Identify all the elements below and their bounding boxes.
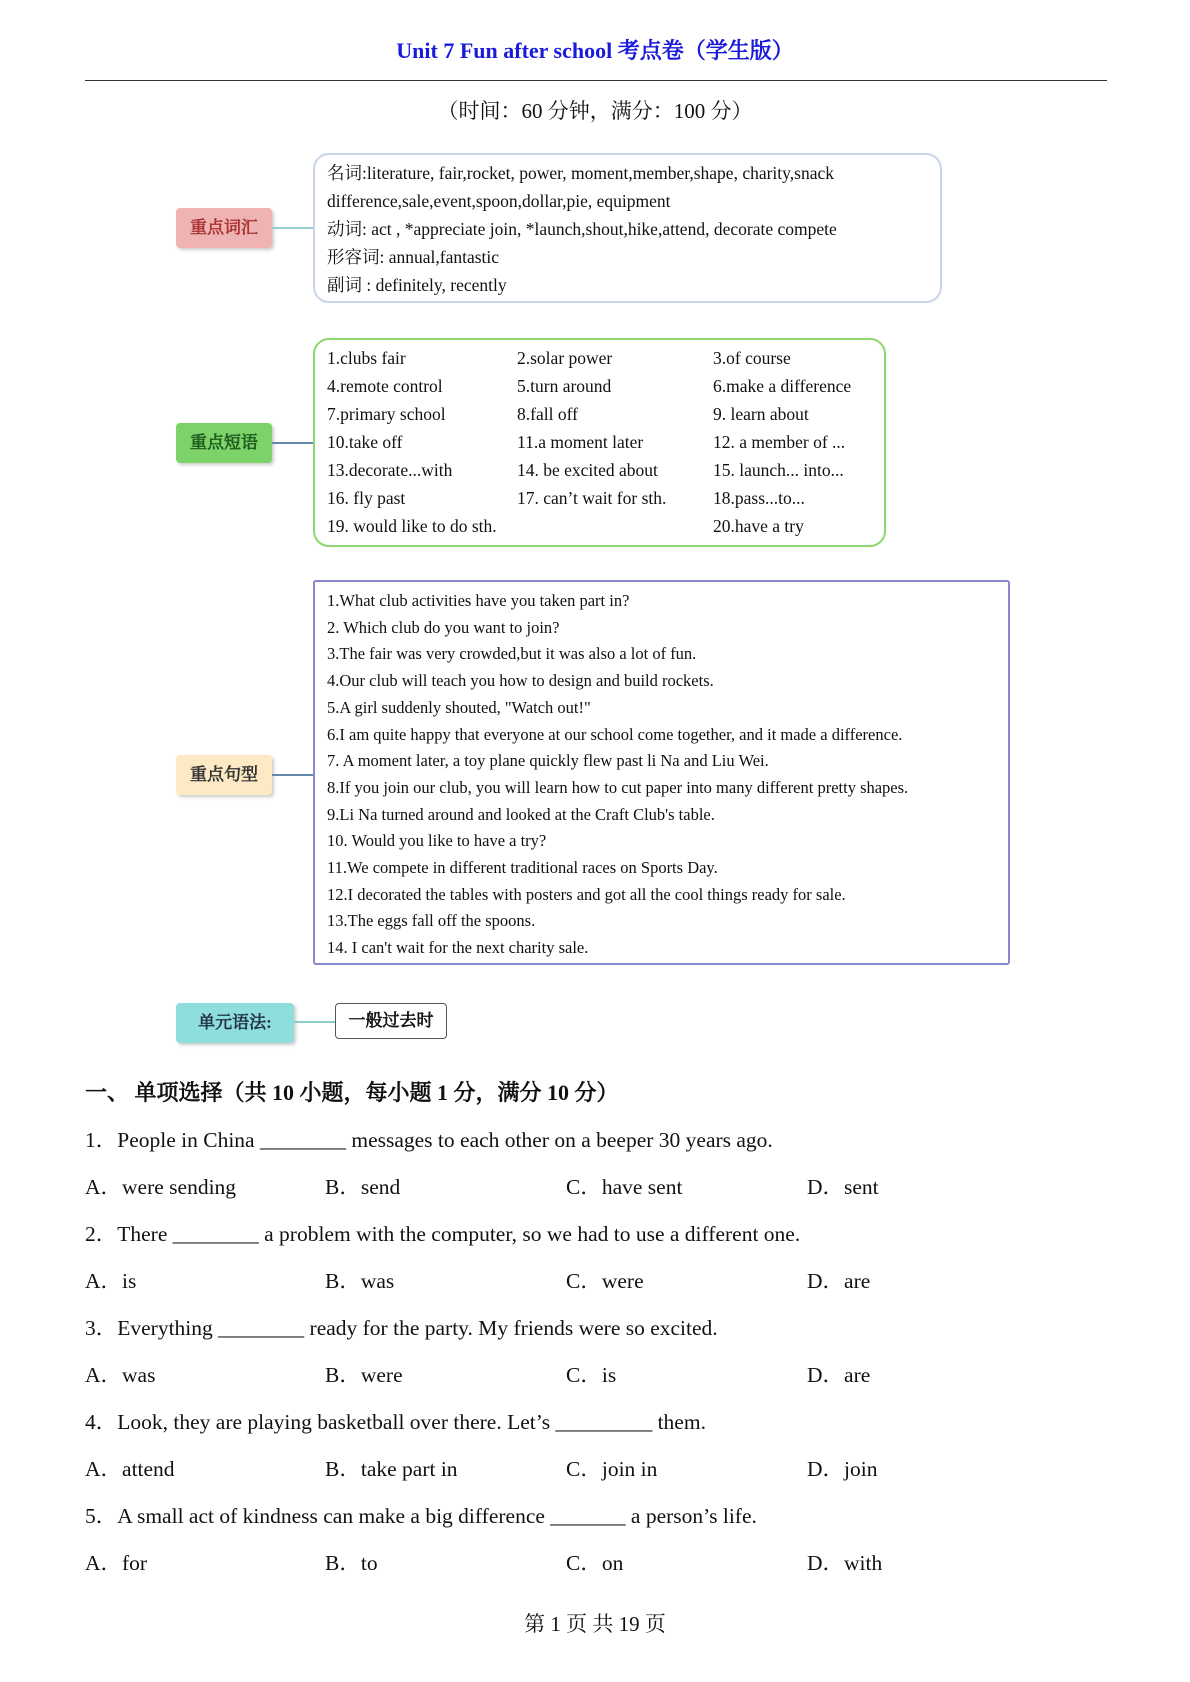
option-a[interactable]: A．were sending	[85, 1175, 237, 1199]
option-a[interactable]: A．was	[85, 1363, 156, 1387]
phrase-item: 2.solar power	[517, 348, 613, 368]
phrase-item: 19. would like to do sth.	[327, 516, 497, 536]
connector	[272, 227, 313, 229]
sentences-box	[313, 580, 1010, 965]
vocab-line: 名词:literature, fair,rocket, power, moment,member,shape, charity,snack	[327, 163, 834, 183]
vocab-label: 重点词汇	[176, 208, 272, 248]
vocab-line: 动词: act , *appreciate join, *launch,shout,hike,attend, decorate compete	[327, 219, 837, 239]
sentence-item: 9.Li Na turned around and looked at the Craft Club's table.	[327, 804, 715, 824]
phrase-item: 11.a moment later	[517, 432, 644, 452]
phrases-box	[313, 338, 886, 547]
page-footer: 第 1 页 共 19 页	[524, 1612, 666, 1636]
sentence-item: 12.I decorated the tables with posters and got all the cool things ready for sale.	[327, 884, 846, 904]
phrases-label: 重点短语	[176, 423, 272, 463]
question-stem: 5．A small act of kindness can make a big difference _______ a person’s life.	[85, 1504, 757, 1528]
option-c[interactable]: C．on	[566, 1551, 624, 1575]
phrase-item: 3.of course	[713, 348, 791, 368]
question-stem: 4．Look, they are playing basketball over there. Let’s _________ them.	[85, 1410, 706, 1434]
sentence-item: 4.Our club will teach you how to design and build rockets.	[327, 671, 714, 691]
option-b[interactable]: B．were	[325, 1363, 403, 1387]
vocab-line: difference,sale,event,spoon,dollar,pie, equipment	[327, 191, 671, 211]
phrase-item: 16. fly past	[327, 488, 406, 508]
phrase-item: 4.remote control	[327, 376, 443, 396]
section-heading: 一、 单项选择（共 10 小题，每小题 1 分，满分 10 分）	[85, 1080, 619, 1105]
grammar-value: 一般过去时	[335, 1003, 447, 1039]
option-b[interactable]: B．take part in	[325, 1457, 458, 1481]
sentence-item: 2. Which club do you want to join?	[327, 617, 560, 637]
phrase-item: 7.primary school	[327, 404, 446, 424]
option-c[interactable]: C．is	[566, 1363, 617, 1387]
option-c[interactable]: C．have sent	[566, 1175, 683, 1199]
option-d[interactable]: D．are	[807, 1269, 871, 1293]
phrase-item: 8.fall off	[517, 404, 578, 424]
phrase-item: 18.pass...to...	[713, 488, 805, 508]
grammar-label: 单元语法:	[176, 1003, 294, 1043]
option-d[interactable]: D．sent	[807, 1175, 879, 1199]
connector	[272, 442, 313, 444]
phrase-item: 5.turn around	[517, 376, 612, 396]
sentence-item: 1.What club activities have you taken part in?	[327, 591, 630, 610]
sentence-item: 6.I am quite happy that everyone at our school come together, and it made a difference.	[327, 724, 903, 744]
question-stem: 1．People in China ________ messages to each other on a beeper 30 years ago.	[85, 1128, 773, 1152]
sentence-item: 11.We compete in different traditional races on Sports Day.	[327, 858, 718, 878]
exam-info: （时间：60 分钟，满分：100 分）	[437, 99, 753, 123]
option-d[interactable]: D．are	[807, 1363, 871, 1387]
phrase-item: 15. launch... into...	[713, 460, 844, 480]
vocab-line: 副词 : definitely, recently	[327, 275, 507, 295]
option-b[interactable]: B．send	[325, 1175, 401, 1199]
phrase-item: 13.decorate...with	[327, 460, 453, 480]
phrase-item: 10.take off	[327, 432, 403, 452]
sentence-item: 13.The eggs fall off the spoons.	[327, 911, 536, 931]
phrase-item: 12. a member of ...	[713, 432, 846, 452]
sentence-item: 8.If you join our club, you will learn how to cut paper into many different pretty shapes.	[327, 777, 909, 797]
sentence-item: 10. Would you like to have a try?	[327, 831, 547, 851]
connector	[272, 774, 313, 776]
connector	[294, 1021, 335, 1023]
option-b[interactable]: B．to	[325, 1551, 378, 1575]
question-stem: 3．Everything ________ ready for the party. My friends were so excited.	[85, 1316, 718, 1340]
sentence-item: 7. A moment later, a toy plane quickly flew past li Na and Liu Wei.	[327, 751, 769, 771]
phrase-item: 14. be excited about	[517, 460, 658, 480]
option-b[interactable]: B．was	[325, 1269, 395, 1293]
phrase-item: 17. can’t wait for sth.	[517, 488, 667, 508]
sentence-item: 14. I can't wait for the next charity sale.	[327, 938, 589, 958]
sentence-item: 5.A girl suddenly shouted, "Watch out!"	[327, 697, 591, 717]
option-c[interactable]: C．join in	[566, 1457, 658, 1481]
option-c[interactable]: C．were	[566, 1269, 644, 1293]
option-d[interactable]: D．join	[807, 1457, 878, 1481]
page-title: Unit 7 Fun after school 考点卷（学生版）	[396, 38, 794, 63]
vocab-line: 形容词: annual,fantastic	[327, 247, 500, 267]
header-divider	[85, 80, 1107, 81]
vocab-box	[313, 153, 942, 303]
option-a[interactable]: A．is	[85, 1269, 137, 1293]
sentence-item: 3.The fair was very crowded,but it was also a lot of fun.	[327, 644, 697, 664]
option-a[interactable]: A．attend	[85, 1457, 175, 1481]
option-a[interactable]: A．for	[85, 1551, 148, 1575]
phrase-item: 20.have a try	[713, 516, 804, 536]
phrase-item: 1.clubs fair	[327, 348, 406, 368]
phrase-item: 9. learn about	[713, 404, 809, 424]
sentences-label: 重点句型	[176, 755, 272, 795]
phrase-item: 6.make a difference	[713, 376, 852, 396]
question-stem: 2．There ________ a problem with the computer, so we had to use a different one.	[85, 1222, 801, 1246]
phrase-item	[517, 512, 713, 540]
option-d[interactable]: D．with	[807, 1551, 883, 1575]
